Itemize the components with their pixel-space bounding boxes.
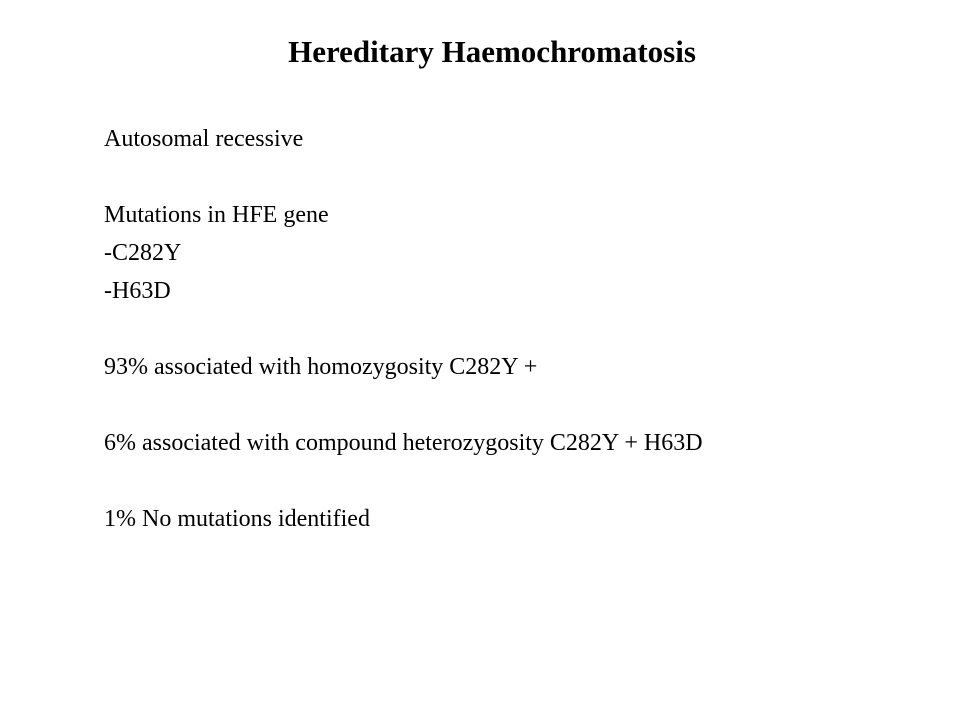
line-no-mutations-stat: 1% No mutations identified [104, 506, 370, 532]
line-mutation-h63d: -H63D [104, 278, 171, 304]
line-mutation-c282y: -C282Y [104, 240, 182, 266]
line-compound-heterozygosity-stat: 6% associated with compound heterozygosity C282Y + H63D [104, 430, 703, 456]
line-homozygosity-stat: 93% associated with homozygosity C282Y + [104, 354, 538, 380]
slide-title: Hereditary Haemochromatosis [288, 34, 696, 69]
line-inheritance: Autosomal recessive [104, 126, 304, 152]
blank-line [104, 158, 944, 196]
slide-body [104, 120, 944, 538]
line-mutations-heading: Mutations in HFE gene [104, 202, 329, 228]
blank-line [104, 462, 944, 500]
blank-line [104, 386, 944, 424]
blank-line [104, 310, 944, 348]
